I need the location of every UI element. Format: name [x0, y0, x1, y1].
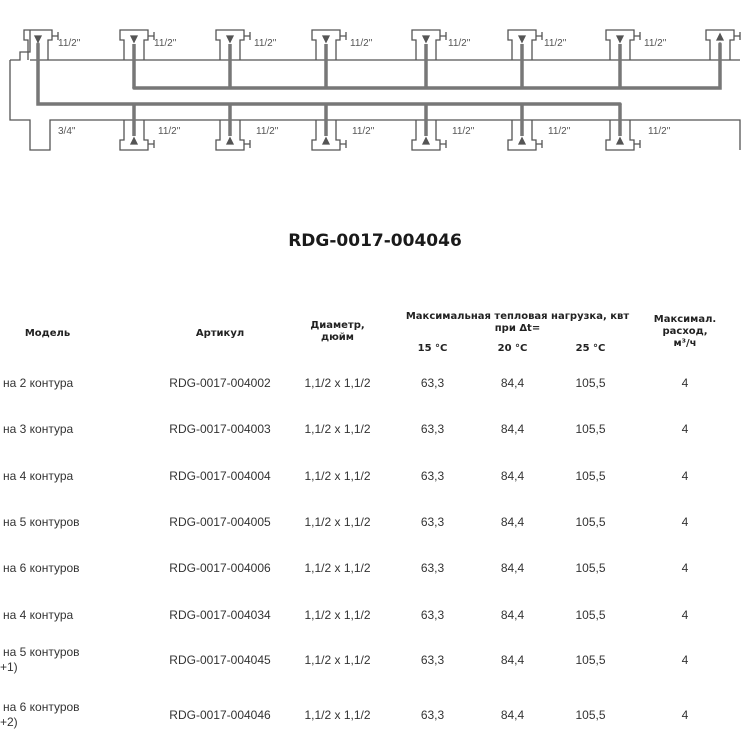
row-t15: 63,3: [420, 469, 445, 483]
header-load-line1: Максимальная тепловая нагрузка, квт: [405, 311, 630, 322]
bottom-thread-label: 11/2": [452, 126, 475, 137]
row-article: RDG-0017-004003: [169, 422, 271, 436]
flow-arrow-icon: [617, 36, 623, 42]
flow-arrow-icon: [131, 138, 137, 144]
row-t20: 84,4: [500, 515, 525, 529]
row-t20: 84,4: [500, 422, 525, 436]
header-load: [390, 311, 645, 335]
top-port-thread: [440, 32, 446, 40]
header-diameter-line2: дюйм: [321, 332, 354, 343]
row-t20: 84,4: [500, 561, 525, 575]
top-thread-label: 11/2": [154, 38, 177, 49]
row-diameter: 1,1/2 х 1,1/2: [304, 653, 371, 667]
header-flow: [640, 314, 730, 350]
top-thread-label: 11/2": [350, 38, 373, 49]
bottom-thread-label: 11/2": [352, 126, 375, 137]
manifold-diagram: [0, 0, 750, 200]
flow-arrow-icon: [35, 36, 41, 42]
bottom-thread-label: 11/2": [548, 126, 571, 137]
row-diameter: 1,1/2 х 1,1/2: [304, 608, 371, 622]
row-t25: 105,5: [575, 469, 606, 483]
flow-arrow-icon: [131, 36, 137, 42]
row-flow: 4: [681, 608, 689, 622]
row-t25: 105,5: [575, 561, 606, 575]
header-flow-line1: Максимал.: [653, 314, 717, 325]
row-t20: 84,4: [500, 608, 525, 622]
row-model: на 5 контуров: [3, 515, 80, 529]
row-diameter: 1,1/2 х 1,1/2: [304, 422, 371, 436]
inlet-thread-label: 3/4": [58, 126, 76, 137]
header-t25: 25 °С: [575, 343, 606, 354]
row-model: на 4 контура: [3, 608, 74, 622]
top-thread-label: 11/2": [58, 38, 81, 49]
flow-arrow-icon: [227, 138, 233, 144]
flow-arrow-icon: [519, 36, 525, 42]
bottom-port-thread: [634, 140, 640, 148]
row-diameter: 1,1/2 х 1,1/2: [304, 561, 371, 575]
row-flow: 4: [681, 422, 689, 436]
row-t15: 63,3: [420, 422, 445, 436]
row-flow: 4: [681, 561, 689, 575]
row-t15: 63,3: [420, 561, 445, 575]
header-t20: 20 °С: [497, 343, 528, 354]
row-model: на 3 контура: [3, 422, 74, 436]
bottom-port-thread: [340, 140, 346, 148]
row-diameter: 1,1/2 х 1,1/2: [304, 376, 371, 390]
row-t15: 63,3: [420, 376, 445, 390]
product-code-title: RDG-0017-004046: [288, 231, 462, 251]
row-model-note: +2): [0, 715, 18, 729]
row-article: RDG-0017-004034: [169, 608, 271, 622]
top-port-thread: [734, 32, 740, 40]
row-t15: 63,3: [420, 708, 445, 722]
top-thread-label: 11/2": [254, 38, 277, 49]
row-flow: 4: [681, 469, 689, 483]
bottom-port-thread: [244, 140, 250, 148]
row-t25: 105,5: [575, 376, 606, 390]
row-model-note: +1): [0, 660, 18, 674]
row-t20: 84,4: [500, 708, 525, 722]
flow-arrow-icon: [423, 138, 429, 144]
header-flow-line2: расход,: [662, 326, 708, 337]
row-article: RDG-0017-004045: [169, 653, 271, 667]
row-flow: 4: [681, 376, 689, 390]
row-t25: 105,5: [575, 708, 606, 722]
header-t15: 15 °С: [417, 343, 448, 354]
row-article: RDG-0017-004006: [169, 561, 271, 575]
row-t15: 63,3: [420, 653, 445, 667]
row-flow: 4: [681, 653, 689, 667]
row-diameter: 1,1/2 х 1,1/2: [304, 469, 371, 483]
bottom-port-thread: [536, 140, 542, 148]
row-article: RDG-0017-004004: [169, 469, 271, 483]
top-thread-label: 11/2": [448, 38, 471, 49]
top-thread-label: 11/2": [544, 38, 567, 49]
bottom-port-thread: [440, 140, 446, 148]
row-flow: 4: [681, 708, 689, 722]
bottom-thread-label: 11/2": [256, 126, 279, 137]
row-diameter: 1,1/2 х 1,1/2: [304, 515, 371, 529]
header-diameter-line1: Диаметр,: [310, 320, 365, 331]
header-load-line2: при Δt=: [494, 323, 541, 334]
row-t25: 105,5: [575, 422, 606, 436]
row-t25: 105,5: [575, 608, 606, 622]
header-diameter: [290, 320, 385, 344]
row-diameter: 1,1/2 х 1,1/2: [304, 708, 371, 722]
header-model: Модель: [24, 328, 71, 339]
top-port-thread: [634, 32, 640, 40]
flow-arrow-icon: [717, 34, 723, 40]
top-port-thread: [244, 32, 250, 40]
row-model: на 2 контура: [3, 376, 74, 390]
row-t20: 84,4: [500, 469, 525, 483]
row-article: RDG-0017-004002: [169, 376, 271, 390]
row-flow: 4: [681, 515, 689, 529]
row-t25: 105,5: [575, 515, 606, 529]
row-model: на 6 контуров: [3, 700, 80, 714]
row-article: RDG-0017-004005: [169, 515, 271, 529]
row-model: на 5 контуров: [3, 645, 80, 659]
row-model: на 4 контура: [3, 469, 74, 483]
top-thread-label: 11/2": [644, 38, 667, 49]
header-flow-line3: м³/ч: [673, 338, 697, 349]
row-t20: 84,4: [500, 376, 525, 390]
header-article: Артикул: [195, 328, 245, 339]
bottom-port-thread: [148, 140, 154, 148]
flow-arrow-icon: [323, 138, 329, 144]
top-port-thread: [340, 32, 346, 40]
row-t25: 105,5: [575, 653, 606, 667]
top-port-thread: [536, 32, 542, 40]
flow-arrow-icon: [423, 36, 429, 42]
row-t20: 84,4: [500, 653, 525, 667]
bottom-thread-label: 11/2": [648, 126, 671, 137]
flow-arrow-icon: [617, 138, 623, 144]
row-article: RDG-0017-004046: [169, 708, 271, 722]
row-t15: 63,3: [420, 515, 445, 529]
bottom-thread-label: 11/2": [158, 126, 181, 137]
flow-arrow-icon: [227, 36, 233, 42]
row-t15: 63,3: [420, 608, 445, 622]
row-model: на 6 контуров: [3, 561, 80, 575]
flow-arrow-icon: [519, 138, 525, 144]
flow-arrow-icon: [323, 36, 329, 42]
